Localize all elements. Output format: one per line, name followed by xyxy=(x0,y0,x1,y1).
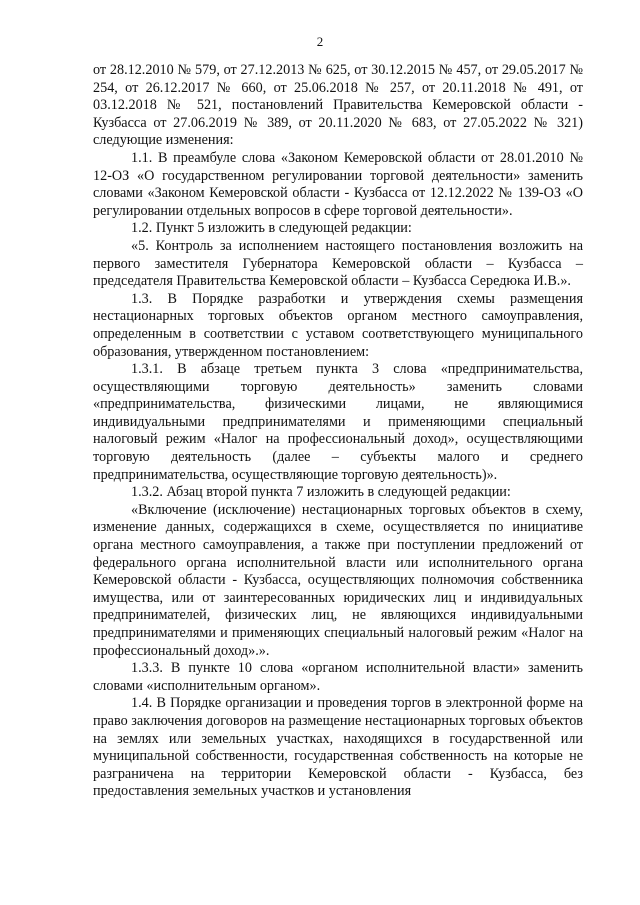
paragraph-1-1: 1.1. В преамбуле слова «Законом Кемеровской области от 28.01.2010 № 12-ОЗ «О государственном регулировании торговой деятельности» заменить словами «Законом Кемеровской области - Кузбасса от 12.12.2022 № 139-ОЗ «О регулировании отдельных вопросов в сфере торговой деятельности». xyxy=(93,149,583,219)
paragraph-point-5-text: «5. Контроль за исполнением настоящего постановления возложить на первого заместителя Губернатора Кемеровской области – Кузбасса – председателя Правительства Кемеровской области – Кузбасса Середюка И.В.». xyxy=(93,237,583,290)
page-number: 2 xyxy=(316,34,324,49)
paragraph-1-3-1: 1.3.1. В абзаце третьем пункта 3 слова «предпринимательства, осуществляющими торговую деятельность» заменить словами «предпринимательства, физическими лицами, не являющимися индивидуальными предпринимателями и применяющими специальный налоговый режим «Налог на профессиональный доход», осуществляющими торговую деятельность (далее – субъекты малого и среднего предпринимательства, осуществляющие торговую деятельность)». xyxy=(93,361,583,483)
paragraph-1-2: 1.2. Пункт 5 изложить в следующей редакции: xyxy=(131,220,412,237)
paragraph-point-7-text: «Включение (исключение) нестационарных торговых объектов в схему, изменение данных, содержащихся в схеме, осуществляется по инициативе органа местного самоуправления, а также при поступлении предложений от федерального органа исполнительной власти или исполнительного органа Кемеровской области - Кузбасса, осуществляющих полномочия собственника имущества, или от заинтересованных юридических лиц и индивидуальных предпринимателей, физических лиц, не являющихся индивидуальными предпринимателями и применяющих специальный налоговый режим «Налог на профессиональный доход».». xyxy=(93,501,583,659)
paragraph-1-3-2: 1.3.2. Абзац второй пункта 7 изложить в следующей редакции: xyxy=(131,484,511,501)
document-body xyxy=(93,62,583,801)
paragraph-1-3-3: 1.3.3. В пункте 10 слова «органом исполнительной власти» заменить словами «исполнительным органом». xyxy=(93,660,583,694)
paragraph-1-3: 1.3. В Порядке разработки и утверждения схемы размещения нестационарных торговых объектов органом местного самоуправления, определенным в соответствии с уставом соответствующего муниципального образования, утвержденном постановлением: xyxy=(93,290,583,360)
paragraph-amendments-list: от 28.12.2010 № 579, от 27.12.2013 № 625, от 30.12.2015 № 457, от 29.05.2017 № 254, от 26.12.2017 № 660, от 25.06.2018 № 257, от 20.11.2018 № 491, от 03.12.2018 № 521, постановлений Правительства Кемеровской области - Кузбасса от 27.06.2019 № 389, от 20.11.2020 № 683, от 27.05.2022 № 321) следующие изменения: xyxy=(93,62,583,149)
paragraph-1-4: 1.4. В Порядке организации и проведения торгов в электронной форме на право заключения договоров на размещение нестационарных торговых объектов на землях или земельных участках, находящихся в государственной или муниципальной собственности, государственная собственность на которые не разграничена на территории Кемеровской области - Кузбасса, без предоставления земельных участков и установления xyxy=(93,695,583,800)
